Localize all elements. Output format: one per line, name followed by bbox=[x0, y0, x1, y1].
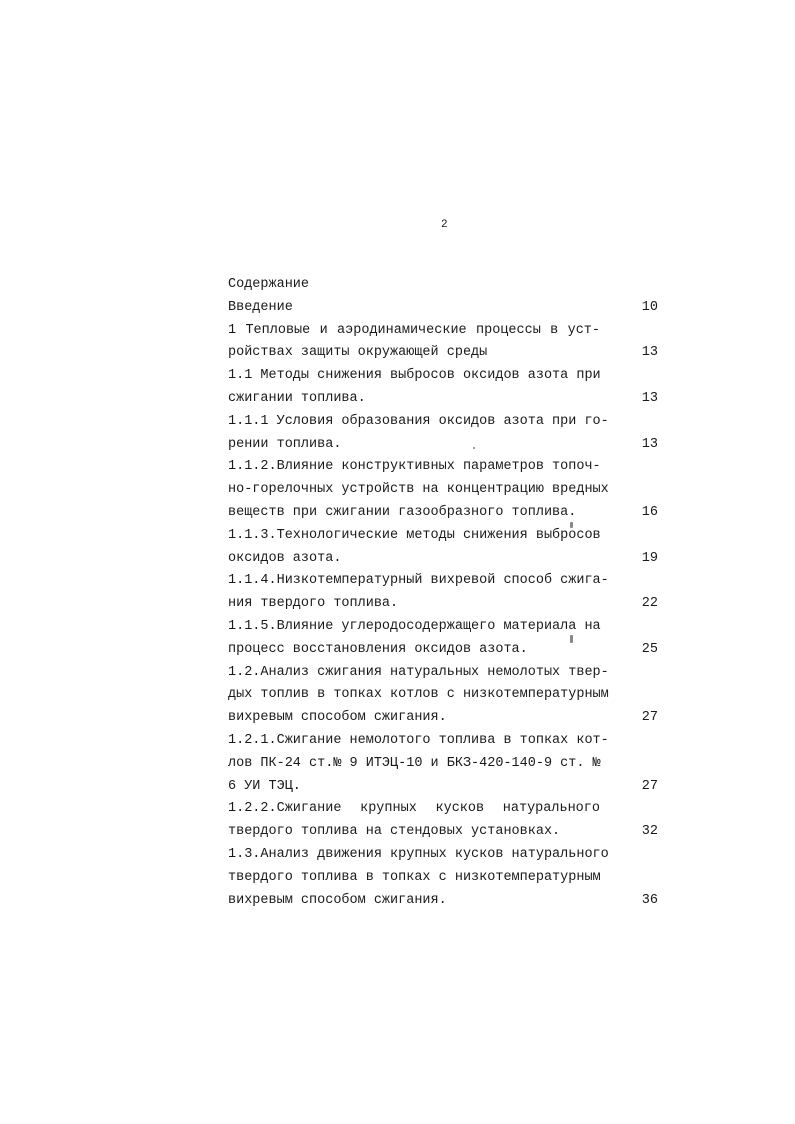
toc-entry-line: вихревым способом сжигания. bbox=[228, 892, 447, 908]
toc-entry-line: 1.1.4.Низкотемпературный вихревой способ сжига- bbox=[228, 573, 609, 589]
toc-entry-line: оксидов азота. bbox=[228, 550, 342, 566]
toc-entry-page: 27 bbox=[641, 778, 658, 794]
page-number: 2 bbox=[441, 219, 448, 231]
toc-entry bbox=[228, 662, 660, 730]
toc-entry-page: 19 bbox=[641, 550, 658, 566]
toc-entry bbox=[228, 525, 660, 571]
toc-entry bbox=[228, 730, 660, 798]
table-of-contents bbox=[228, 274, 660, 912]
toc-entry bbox=[228, 456, 660, 524]
toc-entry-line: 1.2.2.Сжигание крупных кусков натурального bbox=[228, 801, 600, 817]
toc-entry-line: дых топлив в топках котлов с низкотемпературным bbox=[228, 687, 609, 703]
toc-entry-page: 32 bbox=[641, 824, 658, 840]
toc-entry-line: ройствах защиты окружающей среды bbox=[228, 345, 488, 361]
toc-entry-page: 25 bbox=[641, 641, 658, 657]
toc-entry-line: 1.2.1.Сжигание немолотого топлива в топках кот- bbox=[228, 732, 609, 748]
toc-entry bbox=[228, 411, 660, 457]
scan-speck bbox=[570, 522, 573, 528]
toc-entry-line: твердого топлива в топках с низкотемпературным bbox=[228, 869, 601, 885]
toc-entry-line: 1.1.5.Влияние углеродосодержащего материала на bbox=[228, 618, 601, 634]
toc-entry bbox=[228, 365, 660, 411]
toc-entry-line: вихревым способом сжигания. bbox=[228, 710, 447, 726]
toc-entry bbox=[228, 570, 660, 616]
scan-speck bbox=[473, 447, 475, 449]
toc-entry-page: 22 bbox=[641, 596, 658, 612]
toc-entry-page: 13 bbox=[641, 436, 658, 452]
toc-entry-page: 36 bbox=[641, 892, 658, 908]
toc-entry-line: Введение bbox=[228, 299, 293, 315]
toc-entry-line: 1.1.3.Технологические методы снижения выбросов bbox=[228, 527, 601, 543]
toc-entry-page: 27 bbox=[641, 710, 658, 726]
toc-entry-line: 6 УИ ТЭЦ. bbox=[228, 778, 301, 794]
toc-entry-line: процесс восстановления оксидов азота. bbox=[228, 641, 528, 657]
toc-entry bbox=[228, 844, 660, 912]
toc-entry bbox=[228, 616, 660, 662]
toc-entry-line: 1 Тепловые и аэродинамические процессы в уст- bbox=[228, 322, 600, 338]
toc-entry-line: веществ при сжигании газообразного топлива. bbox=[228, 504, 577, 520]
toc-entry-page: 13 bbox=[641, 390, 658, 406]
toc-entry-line: 1.1.1 Условия образования оксидов азота при го- bbox=[228, 413, 609, 429]
toc-entry-line: рении топлива. bbox=[228, 436, 342, 452]
toc-entry-page: 10 bbox=[641, 299, 658, 315]
toc-entries bbox=[228, 297, 660, 913]
toc-entry-line: твердого топлива на стендовых установках. bbox=[228, 824, 561, 840]
toc-heading: Содержание bbox=[228, 277, 310, 292]
toc-entry-page: 16 bbox=[641, 504, 658, 520]
scan-speck bbox=[570, 635, 573, 643]
toc-entry-line: 1.1 Методы снижения выбросов оксидов азота при bbox=[228, 368, 601, 384]
toc-entry bbox=[228, 297, 660, 320]
toc-entry-line: 1.3.Анализ движения крупных кусков натурального bbox=[228, 846, 609, 862]
toc-entry-line: но-горелочных устройств на концентрацию вредных bbox=[228, 482, 609, 498]
toc-entry-line: 1.2.Анализ сжигания натуральных немолотых твер- bbox=[228, 664, 609, 680]
toc-entry-line: 1.1.2.Влияние конструктивных параметров топоч- bbox=[228, 459, 601, 475]
toc-entry-page: 13 bbox=[641, 345, 658, 361]
toc-entry-line: ния твердого топлива. bbox=[228, 596, 399, 612]
toc-entry bbox=[228, 798, 660, 844]
toc-entry-line: сжигании топлива. bbox=[228, 390, 366, 406]
toc-entry bbox=[228, 320, 660, 366]
toc-entry-line: лов ПК-24 ст.№ 9 ИТЭЦ-10 и БКЗ-420-140-9 ст. № bbox=[228, 755, 601, 771]
